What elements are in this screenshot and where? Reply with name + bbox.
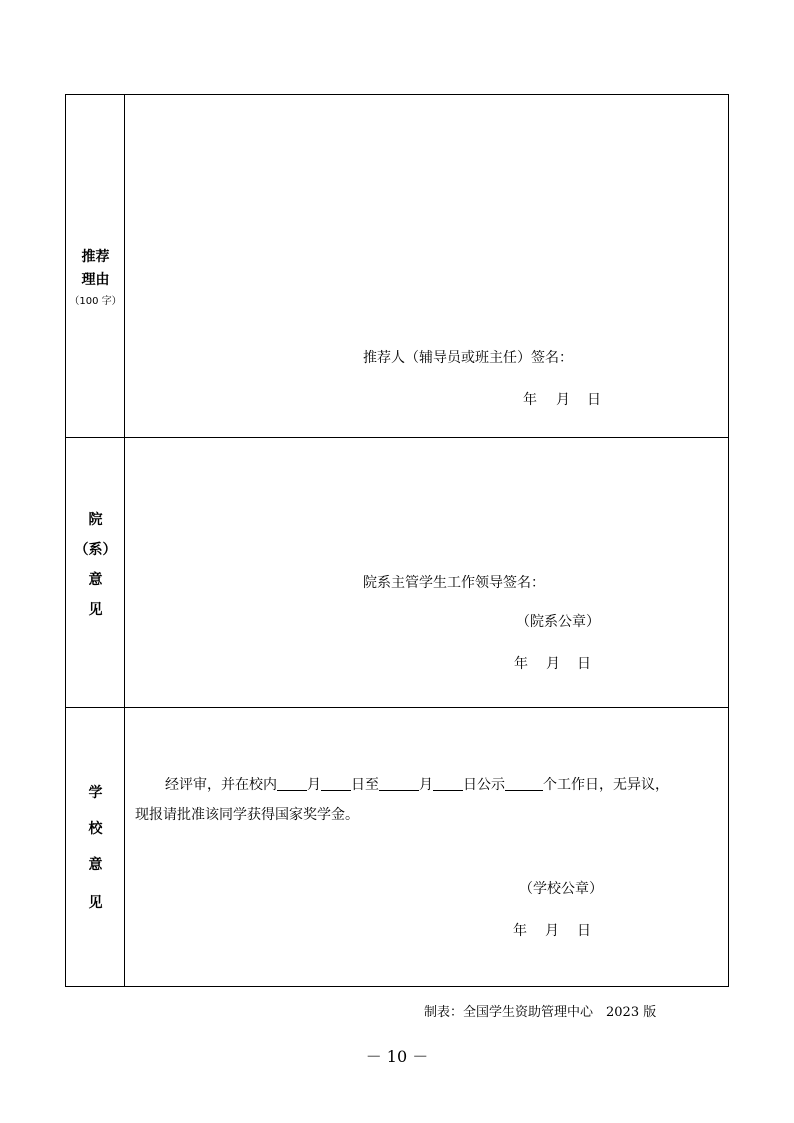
school-label-cell [66, 708, 125, 986]
department-label-char-4: 见 [88, 602, 103, 618]
school-seal-label: （学校公章） [519, 881, 603, 897]
recommend-label-note: （100 字） [69, 296, 122, 307]
recommend-date-year: 年 [523, 392, 537, 408]
form-footer-credit: 制表：全国学生资助管理中心 2023 版 [424, 1005, 657, 1020]
recommend-date-day: 日 [587, 392, 601, 408]
department-label-char-1: 院 [88, 512, 103, 528]
publicity-start-month-blank[interactable] [277, 776, 307, 791]
publicity-end-day-blank[interactable] [433, 776, 463, 791]
school-date-year: 年 [513, 923, 527, 939]
school-text-part1: 经评审，并在校内 [165, 777, 277, 793]
publicity-end-month-blank[interactable] [379, 776, 419, 791]
recommend-label-line1: 推荐 [81, 249, 110, 265]
department-seal-label: （院系公章） [516, 614, 600, 630]
school-date-month: 月 [545, 923, 559, 939]
recommend-content-cell[interactable] [125, 95, 728, 437]
department-label-cell [66, 438, 125, 707]
school-text-part4: 月 [419, 777, 433, 793]
department-date-day: 日 [577, 656, 591, 672]
publicity-start-day-blank[interactable] [321, 776, 351, 791]
department-date-year: 年 [514, 656, 528, 672]
department-label-char-3: 意 [88, 572, 103, 588]
department-row [66, 438, 728, 708]
department-signer-label: 院系主管学生工作领导签名： [363, 575, 545, 591]
school-label-char-3: 意 [88, 857, 103, 873]
school-statement-line1 [165, 774, 669, 794]
recommend-label-line2: 理由 [81, 272, 110, 288]
recommend-label-cell [66, 95, 125, 437]
school-text-part6: 个工作日，无异议， [543, 777, 669, 793]
school-date-day: 日 [577, 923, 591, 939]
department-label-char-2: （系） [74, 542, 117, 558]
school-label-char-4: 见 [88, 895, 103, 911]
page-number: － 10 － [365, 1047, 429, 1066]
publicity-workdays-blank[interactable] [505, 776, 543, 791]
award-form-table [65, 94, 729, 987]
school-label-char-2: 校 [88, 821, 103, 837]
school-text-part2: 月 [307, 777, 321, 793]
recommend-date-month: 月 [556, 392, 570, 408]
department-date-month: 月 [546, 656, 560, 672]
school-row [66, 708, 728, 986]
school-text-part5: 日公示 [463, 777, 505, 793]
department-content-cell[interactable] [125, 438, 728, 707]
school-text-part3: 日至 [351, 777, 379, 793]
school-label-char-1: 学 [88, 785, 103, 801]
school-content-cell [125, 708, 728, 986]
school-statement-line2: 现报请批准该同学获得国家奖学金。 [135, 807, 359, 823]
recommend-row [66, 95, 728, 438]
recommend-signer-label: 推荐人（辅导员或班主任）签名： [363, 350, 573, 366]
